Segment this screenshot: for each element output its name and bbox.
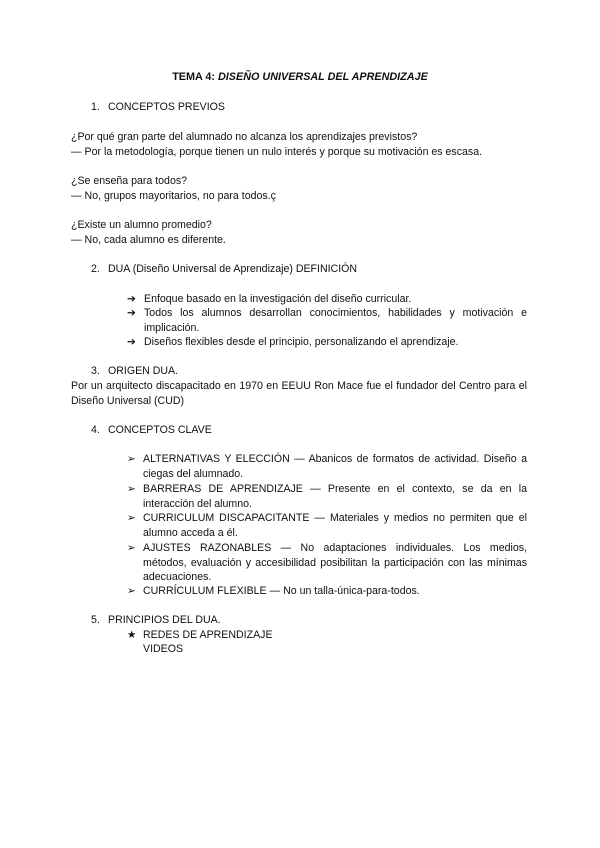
section-heading-2 bbox=[91, 263, 357, 275]
question: ¿Por qué gran parte del alumnado no alcanza los aprendizajes previstos? bbox=[71, 131, 418, 143]
arrowhead-icon: ➢ bbox=[127, 512, 136, 524]
title-prefix: TEMA 4: bbox=[172, 71, 218, 83]
section-heading-3 bbox=[91, 365, 178, 377]
list-item bbox=[127, 335, 527, 350]
title-emphasis: DISEÑO UNIVERSAL DEL APRENDIZAJE bbox=[218, 71, 428, 83]
arrow-icon: ➔ bbox=[127, 307, 136, 319]
list-item-text: Diseños flexibles desde el principio, personalizando el aprendizaje. bbox=[144, 336, 459, 348]
list-item bbox=[127, 541, 527, 585]
list-item-text: CURRÍCULUM FLEXIBLE — No un talla-única-para-todos. bbox=[143, 585, 420, 597]
arrow-icon: ➔ bbox=[127, 293, 136, 305]
question: ¿Se enseña para todos? bbox=[71, 175, 188, 187]
section-heading-5 bbox=[91, 614, 221, 626]
section-number: 5. bbox=[91, 614, 100, 626]
list-item-text: BARRERAS DE APRENDIZAJE — Presente en el contexto, se da en la interacción del alumno. bbox=[143, 483, 527, 510]
arrowhead-icon: ➢ bbox=[127, 542, 136, 554]
list-item-text: VIDEOS bbox=[143, 643, 184, 655]
arrowhead-icon: ➢ bbox=[127, 453, 136, 465]
list-item-text: Enfoque basado en la investigación del diseño curricular. bbox=[144, 293, 412, 305]
section-title: DUA (Diseño Universal de Aprendizaje) DEFINICIÓN bbox=[108, 263, 358, 275]
list-item bbox=[127, 306, 527, 335]
section-number: 2. bbox=[91, 263, 100, 275]
arrowhead-icon: ➢ bbox=[127, 585, 136, 597]
list-item bbox=[127, 511, 527, 540]
section-title: CONCEPTOS CLAVE bbox=[108, 424, 212, 436]
section-heading-4 bbox=[91, 424, 212, 436]
answer: — No, grupos mayoritarios, no para todos.ç bbox=[71, 190, 276, 202]
list-item bbox=[127, 292, 527, 307]
question: ¿Existe un alumno promedio? bbox=[71, 219, 212, 231]
section-number: 4. bbox=[91, 424, 100, 436]
section-number: 3. bbox=[91, 365, 100, 377]
list-item bbox=[127, 628, 527, 643]
section-heading-1 bbox=[91, 101, 225, 113]
page-title bbox=[0, 71, 600, 83]
list-item bbox=[127, 584, 527, 599]
section-title: ORIGEN DUA. bbox=[108, 365, 179, 377]
list-item bbox=[127, 482, 527, 511]
answer: — No, cada alumno es diferente. bbox=[71, 234, 226, 246]
arrowhead-icon: ➢ bbox=[127, 483, 136, 495]
star-icon: ★ bbox=[127, 629, 137, 641]
list-item-text: CURRICULUM DISCAPACITANTE — Materiales y medios no permiten que el alumno acceda a él. bbox=[143, 512, 527, 539]
list-item-text: REDES DE APRENDIZAJE bbox=[143, 629, 273, 641]
list-item bbox=[127, 452, 527, 481]
section-title: PRINCIPIOS DEL DUA. bbox=[108, 614, 221, 626]
section-number: 1. bbox=[91, 101, 100, 113]
section-title: CONCEPTOS PREVIOS bbox=[108, 101, 225, 113]
list-item-text: AJUSTES RAZONABLES — No adaptaciones individuales. Los medios, métodos, evaluación y accesibilidad posibilitan la participación con las mínimas adecuaciones. bbox=[143, 542, 527, 583]
answer: — Por la metodología, porque tienen un nulo interés y porque su motivación es escasa. bbox=[71, 146, 483, 158]
list-item-text: ALTERNATIVAS Y ELECCIÓN — Abanicos de formatos de actividad. Diseño a ciegas del alumnado. bbox=[143, 453, 527, 480]
origin-paragraph: Por un arquitecto discapacitado en 1970 en EEUU Ron Mace fue el fundador del Centro para el Diseño Universal (CUD) bbox=[71, 380, 527, 407]
arrow-icon: ➔ bbox=[127, 336, 136, 348]
list-item-text: Todos los alumnos desarrollan conocimientos, habilidades y motivación e implicación. bbox=[144, 307, 527, 334]
